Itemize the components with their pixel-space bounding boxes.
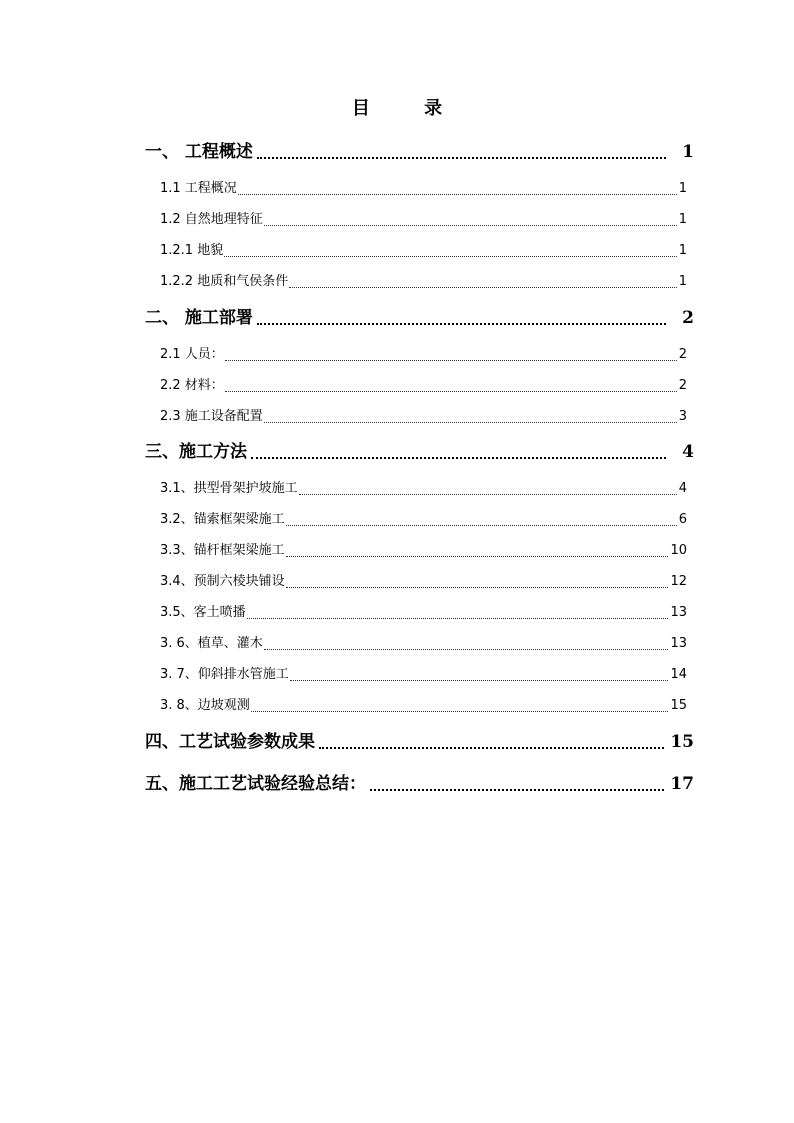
toc-entry-page: 6 xyxy=(678,512,687,527)
toc-entry-label: 3.5、客土喷播 xyxy=(160,605,246,620)
toc-entry-page: 1 xyxy=(678,274,687,289)
toc-entry-section-3-2[interactable] xyxy=(160,511,687,529)
toc-entry-label: 1.2.2 地质和气侯条件 xyxy=(160,274,289,289)
toc-title: 目 录 xyxy=(351,98,467,119)
toc-entry-section-3-4[interactable] xyxy=(160,573,687,591)
toc-entry-label: 1.2.1 地貌 xyxy=(160,243,224,258)
toc-entry-label: 三、施工方法 xyxy=(145,442,247,462)
toc-leader-dots xyxy=(289,286,677,288)
toc-leader-dots xyxy=(264,421,677,423)
toc-entry-page: 13 xyxy=(670,636,687,651)
toc-entry-label: 3.3、锚杆框架梁施工 xyxy=(160,543,285,558)
toc-leader-dots xyxy=(286,555,669,557)
toc-entry-page: 2 xyxy=(678,378,687,393)
toc-entry-page: 1 xyxy=(682,142,694,162)
toc-entry-label: 1.2 自然地理特征 xyxy=(160,212,263,227)
toc-entry-section-3-8[interactable] xyxy=(160,697,687,715)
toc-entry-label: 四、工艺试验参数成果 xyxy=(145,732,315,752)
toc-entry-page: 1 xyxy=(678,212,687,227)
toc-entry-page: 15 xyxy=(670,732,694,752)
toc-entry-chapter-5[interactable] xyxy=(145,772,694,796)
toc-entry-chapter-3[interactable] xyxy=(145,440,694,464)
toc-leader-dots xyxy=(251,456,666,459)
toc-entry-section-2-3[interactable] xyxy=(160,408,687,426)
toc-entry-page: 12 xyxy=(670,574,687,589)
toc-entry-label: 3. 8、边坡观测 xyxy=(160,698,250,713)
toc-entry-page: 15 xyxy=(670,698,687,713)
toc-leader-dots xyxy=(264,648,669,650)
toc-entry-label: 3.2、锚索框架梁施工 xyxy=(160,512,285,527)
toc-entry-page: 4 xyxy=(682,442,694,462)
toc-entry-page: 10 xyxy=(670,543,687,558)
toc-leader-dots xyxy=(251,710,669,712)
toc-leader-dots xyxy=(286,586,669,588)
toc-leader-dots xyxy=(290,679,669,681)
toc-entry-label: 二、 施工部署 xyxy=(145,308,253,328)
toc-entry-section-1-2-2[interactable] xyxy=(160,273,687,291)
toc-entry-label: 3.1、拱型骨架护坡施工 xyxy=(160,481,298,496)
toc-leader-dots xyxy=(257,322,666,325)
toc-leader-dots xyxy=(224,255,677,257)
toc-entry-label: 1.1 工程概况 xyxy=(160,181,237,196)
toc-entry-label: 3.4、预制六棱块铺设 xyxy=(160,574,285,589)
toc-entry-page: 13 xyxy=(670,605,687,620)
toc-entry-page: 14 xyxy=(670,667,687,682)
toc-entry-label: 一、 工程概述 xyxy=(145,142,253,162)
toc-leader-dots xyxy=(319,746,664,749)
toc-entry-page: 2 xyxy=(678,347,687,362)
toc-leader-dots xyxy=(238,193,677,195)
toc-entry-section-2-2[interactable] xyxy=(160,377,687,395)
toc-entry-label: 3. 6、植草、灌木 xyxy=(160,636,263,651)
toc-entry-section-3-5[interactable] xyxy=(160,604,687,622)
toc-entry-page: 2 xyxy=(682,308,694,328)
toc-entry-page: 3 xyxy=(678,409,687,424)
toc-entry-section-3-1[interactable] xyxy=(160,480,687,498)
toc-entry-label: 2.2 材料： xyxy=(160,378,224,393)
toc-entry-section-2-1[interactable] xyxy=(160,346,687,364)
toc-leader-dots xyxy=(370,788,664,791)
toc-entry-chapter-4[interactable] xyxy=(145,730,694,754)
toc-entry-label: 2.3 施工设备配置 xyxy=(160,409,263,424)
toc-entry-chapter-2[interactable] xyxy=(145,306,694,330)
toc-entry-page: 17 xyxy=(670,774,694,794)
toc-leader-dots xyxy=(299,493,677,495)
toc-entry-chapter-1[interactable] xyxy=(145,140,694,164)
toc-entry-section-3-7[interactable] xyxy=(160,666,687,684)
toc-entry-section-1-1[interactable] xyxy=(160,180,687,198)
toc-leader-dots xyxy=(286,524,677,526)
toc-entry-page: 1 xyxy=(678,243,687,258)
toc-entry-label: 2.1 人员： xyxy=(160,347,224,362)
toc-entry-section-1-2[interactable] xyxy=(160,211,687,229)
toc-entry-label: 五、施工工艺试验经验总结： xyxy=(145,774,366,794)
toc-entry-section-1-2-1[interactable] xyxy=(160,242,687,260)
toc-leader-dots xyxy=(247,617,669,619)
toc-entry-page: 4 xyxy=(678,481,687,496)
toc-leader-dots xyxy=(225,359,677,361)
toc-leader-dots xyxy=(264,224,677,226)
toc-entry-page: 1 xyxy=(678,181,687,196)
toc-entry-label: 3. 7、仰斜排水管施工 xyxy=(160,667,289,682)
toc-entry-section-3-3[interactable] xyxy=(160,542,687,560)
toc-entry-section-3-6[interactable] xyxy=(160,635,687,653)
toc-leader-dots xyxy=(257,156,666,159)
toc-leader-dots xyxy=(225,390,677,392)
